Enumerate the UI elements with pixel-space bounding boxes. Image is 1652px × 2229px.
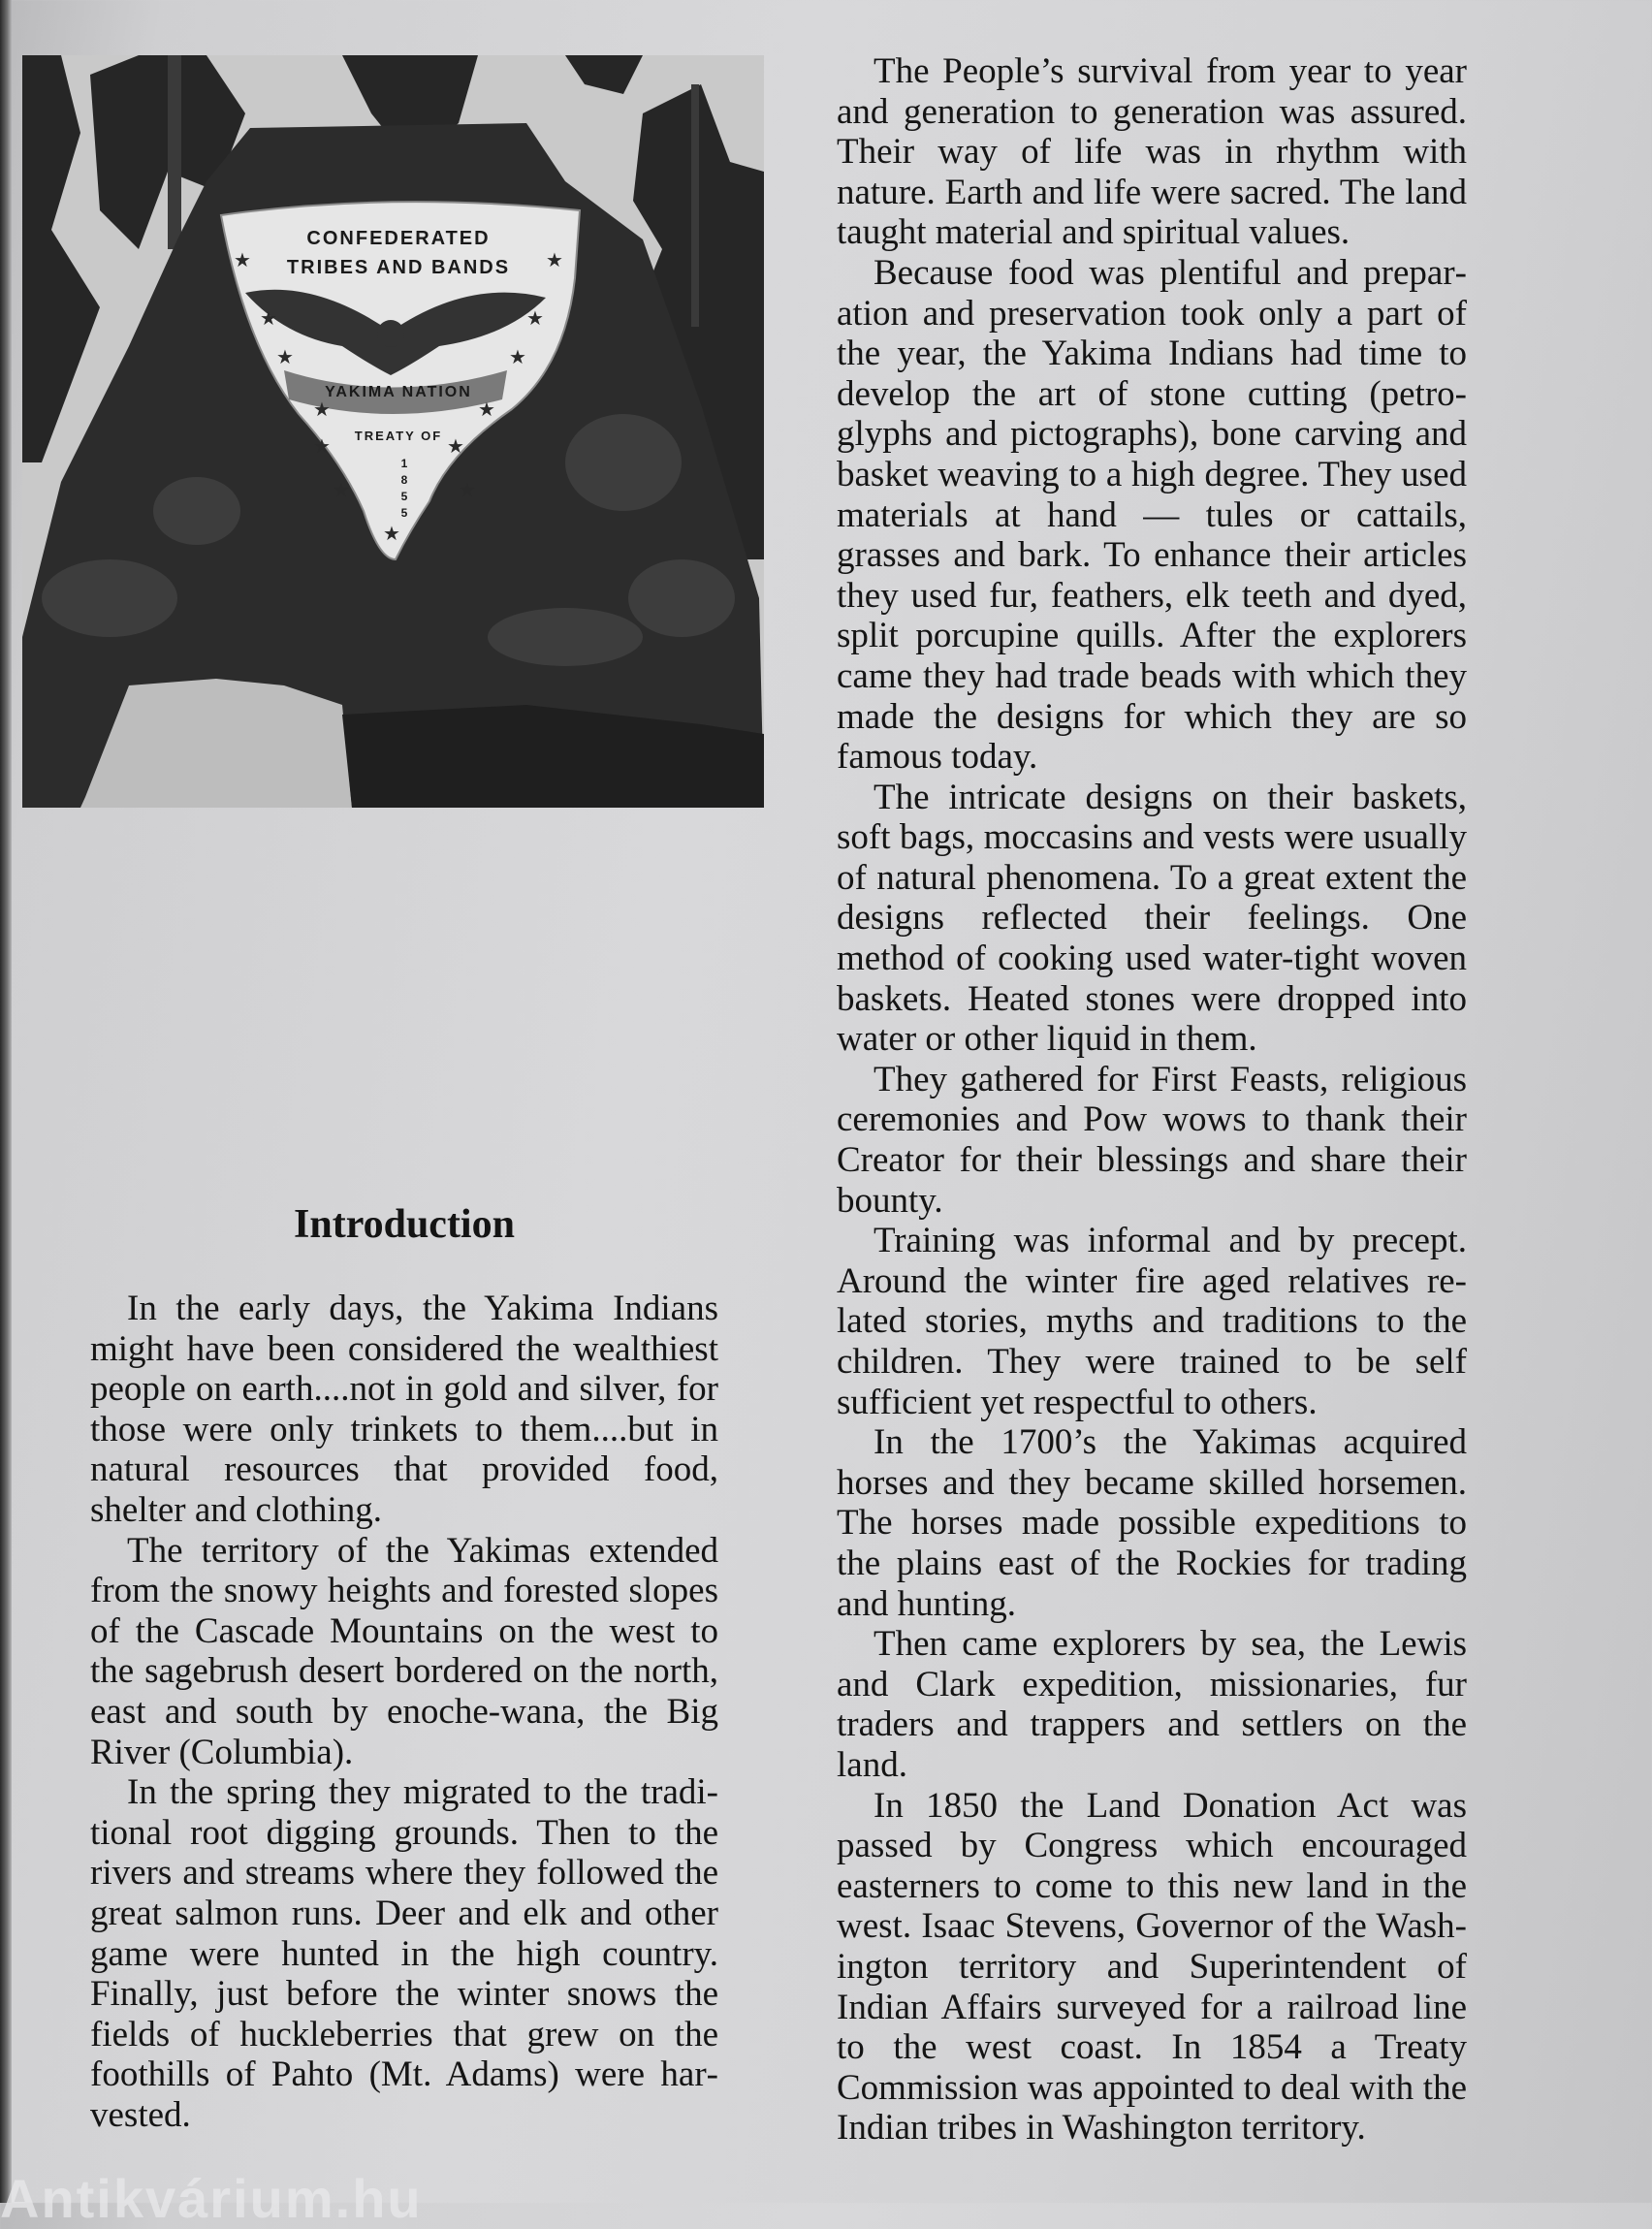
star-icon: ★ [383, 522, 400, 545]
sign-treaty-text: TREATY OF [354, 429, 443, 443]
body-paragraph: The intricate designs on their baskets, soft bags, moccasins and vests were usually of natural phenomena. To a great extent the designs reflected their feelings. One method of cooking used water-tight woven baskets. Heated stones were dropped into water or other liquid in them. [837, 777, 1467, 1060]
star-icon: ★ [276, 345, 294, 368]
star-icon: ★ [447, 434, 464, 458]
sign-year-digit: 5 [400, 506, 410, 520]
book-gutter-shadow [0, 0, 12, 2203]
intro-paragraph: The territory of the Yakimas extended from the snowy heights and forested slopes of the Cascade Mountains on the west to the sagebrush desert bordered on the north, east and south by enoche-wana, the Big River (Columbia). [90, 1530, 718, 1772]
star-icon: ★ [526, 306, 544, 330]
body-paragraph: Training was informal and by precept. Around the winter fire aged relatives related stories, myths and traditions to the children. They were trained to be self sufficient yet respectful to others. [837, 1221, 1467, 1422]
star-icon: ★ [313, 434, 331, 458]
sign-banner-text: YAKIMA NATION [325, 384, 472, 400]
body-paragraph: The People’s survival from year to year and generation to generation was assured. Their way of life was in rhythm with nature. Earth and life were sacred. The land taught material and spiritual values. [837, 51, 1467, 253]
sign-line-1: CONFEDERATED [306, 228, 491, 249]
star-icon: ★ [234, 248, 251, 271]
sign-year-digit: 5 [400, 490, 410, 503]
watermark: Antikvárium.hu [0, 2168, 423, 2229]
introduction-heading: Introduction [294, 1202, 515, 1247]
sign-year-digit: 1 [400, 457, 410, 470]
left-text-column [90, 1289, 718, 2135]
body-paragraph: They gathered for First Feasts, religious ceremonies and Pow wows to thank their Creator for their blessings and share their bounty. [837, 1059, 1467, 1221]
body-paragraph: Then came explorers by sea, the Lewis and Clark expedition, missionaries, fur traders and trappers and settlers on the land. [837, 1624, 1467, 1785]
intro-paragraph: In the spring they migrated to the traditional root digging grounds. Then to the rivers and streams where they followed the great salmon runs. Deer and elk and other game were hunted in the high country. Finally, just before the winter snows the fields of huckleberries that grew on the foothills of Pahto (Mt. Adams) were harvested. [90, 1772, 718, 2135]
star-icon: ★ [478, 398, 495, 421]
star-icon: ★ [313, 398, 331, 421]
body-paragraph: In 1850 the Land Donation Act was passed by Congress which encouraged easterners to come to this new land in the west. Isaac Stevens, Governor of the Washington territory and Superintendent of Indian Affairs surveyed for a railroad line to the west coast. In 1854 a Treaty Commission was appointed to deal with the Indian tribes in Washington territory. [837, 1785, 1467, 2149]
star-icon: ★ [260, 306, 277, 330]
star-icon: ★ [509, 345, 526, 368]
body-paragraph: In the 1700’s the Yakimas acquired horses and they became skilled horsemen. The horses made possible expeditions to the plains east of the Rockies for trading and hunting. [837, 1422, 1467, 1624]
photo-illustration [22, 55, 764, 808]
star-icon: ★ [333, 478, 350, 501]
right-text-column [837, 51, 1467, 2149]
body-paragraph: Because food was plentiful and preparation and preservation took only a part of the year, the Yakima Indians had time to develop the art of stone cutting (petroglyphs and pictographs), bone carving and basket weaving to a high degree. They used materials at hand — tules or cattails, grasses and bark. To enhance their articles they used fur, feathers, elk teeth and dyed, split porcupine quills. After the explorers came they had trade beads with which they made the designs for which they are so famous today. [837, 252, 1467, 778]
sign-year-digit: 8 [400, 473, 410, 487]
star-icon: ★ [546, 248, 563, 271]
sign-line-2: TRIBES AND BANDS [286, 257, 511, 278]
yakima-nation-sign-photo [22, 55, 764, 808]
intro-paragraph: In the early days, the Yakima Indians might have been considered the wealthiest people on earth....not in gold and silver, for those were only trinkets to them....but in natural resources that provided food, shelter and clothing. [90, 1289, 718, 1530]
star-icon: ★ [459, 478, 476, 501]
